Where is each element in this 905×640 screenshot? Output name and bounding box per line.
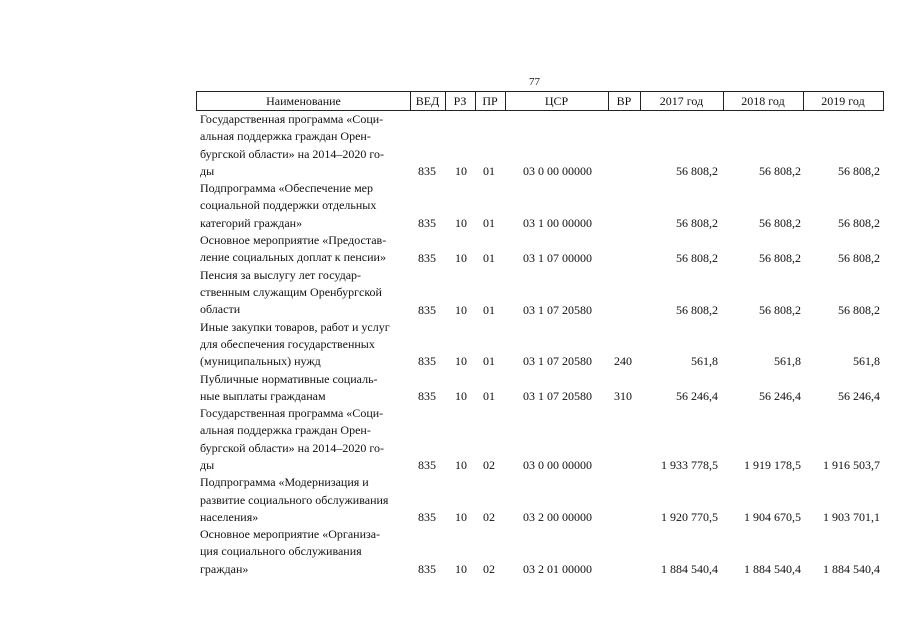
header-csr: ЦСР [544, 94, 569, 108]
row-name-line: ственным служащим Оренбургской [200, 284, 382, 299]
table-row [196, 267, 884, 319]
value-2019: 1 903 701,1 [823, 510, 880, 525]
csr-cell: 03 1 07 20580 [523, 302, 592, 317]
row-name [200, 405, 404, 474]
pr-cell: 02 [483, 458, 495, 473]
header-2018: 2018 год [741, 94, 785, 108]
row-name-line: Иные закупки товаров, работ и услуг [200, 319, 390, 334]
rz-cell: 10 [455, 389, 467, 404]
row-name-line: категорий граждан» [200, 215, 303, 230]
header-2019: 2019 год [821, 94, 865, 108]
value-2018: 1 884 540,4 [744, 562, 801, 577]
header-rz: РЗ [453, 94, 467, 108]
row-name [200, 111, 404, 180]
value-2018: 561,8 [774, 354, 801, 369]
ved-cell: 835 [418, 302, 436, 317]
rz-cell: 10 [455, 164, 467, 179]
header-name: Наименование [266, 94, 341, 108]
row-name [200, 232, 404, 267]
rz-cell: 10 [455, 354, 467, 369]
row-name-line: альная поддержка граждан Орен- [200, 423, 371, 438]
table-row [196, 474, 884, 526]
table-row [196, 180, 884, 232]
row-name-line: социальной поддержки отдельных [200, 198, 377, 213]
row-name-line: ные выплаты гражданам [200, 388, 326, 403]
table-row [196, 526, 884, 578]
row-name [200, 319, 404, 371]
table-header [196, 91, 884, 111]
value-2017: 1 933 778,5 [661, 458, 718, 473]
row-name-line: Подпрограмма «Модернизация и [200, 475, 369, 490]
csr-cell: 03 1 07 00000 [523, 250, 592, 265]
row-name-line: Основное мероприятие «Организа- [200, 527, 381, 542]
value-2019: 56 808,2 [838, 164, 880, 179]
value-2018: 1 919 178,5 [744, 458, 801, 473]
table-row [196, 405, 884, 474]
header-pr: ПР [482, 94, 498, 108]
vr-cell: 240 [614, 354, 632, 369]
csr-cell: 03 2 00 00000 [523, 510, 592, 525]
row-name-line: Подпрограмма «Обеспечение мер [200, 181, 373, 196]
value-2017: 56 808,2 [676, 216, 718, 231]
row-name [200, 526, 404, 578]
value-2019: 56 808,2 [838, 302, 880, 317]
rz-cell: 10 [455, 458, 467, 473]
budget-table [196, 91, 884, 577]
value-2017: 56 808,2 [676, 250, 718, 265]
row-name-line: бургской области» на 2014–2020 го- [200, 146, 385, 161]
value-2019: 1 884 540,4 [823, 562, 880, 577]
value-2018: 56 808,2 [759, 164, 801, 179]
row-name-line: Государственная программа «Соци- [200, 112, 384, 126]
ved-cell: 835 [418, 216, 436, 231]
row-name-line: Публичные нормативные социаль- [200, 371, 378, 386]
header-vr: ВР [616, 94, 632, 108]
vr-cell: 310 [614, 389, 632, 404]
ved-cell: 835 [418, 250, 436, 265]
rz-cell: 10 [455, 216, 467, 231]
pr-cell: 01 [483, 250, 495, 265]
row-name [200, 371, 404, 406]
row-name-line: области [200, 302, 241, 317]
row-name-line: ды [200, 163, 215, 178]
ved-cell: 835 [418, 562, 436, 577]
csr-cell: 03 1 07 20580 [523, 389, 592, 404]
row-name-line: ды [200, 457, 215, 472]
csr-cell: 03 0 00 00000 [523, 458, 592, 473]
ved-cell: 835 [418, 164, 436, 179]
row-name-line: альная поддержка граждан Орен- [200, 129, 371, 144]
row-name-line: населения» [200, 509, 259, 524]
value-2018: 56 808,2 [759, 216, 801, 231]
csr-cell: 03 1 00 00000 [523, 216, 592, 231]
ved-cell: 835 [418, 354, 436, 369]
row-name [200, 474, 404, 526]
row-name-line: Основное мероприятие «Предостав- [200, 233, 387, 248]
header-2017: 2017 год [659, 94, 704, 108]
row-name-line: Пенсия за выслугу лет государ- [200, 267, 362, 282]
value-2017: 56 808,2 [676, 302, 718, 317]
pr-cell: 01 [483, 302, 495, 317]
row-name-line: Государственная программа «Соци- [200, 406, 384, 421]
page-number: 77 [529, 76, 540, 88]
table-row [196, 319, 884, 371]
pr-cell: 01 [483, 389, 495, 404]
ved-cell: 835 [418, 510, 436, 525]
row-name-line: для обеспечения государственных [200, 336, 375, 351]
value-2019: 56 808,2 [838, 216, 880, 231]
value-2018: 56 808,2 [759, 302, 801, 317]
pr-cell: 01 [483, 354, 495, 369]
value-2018: 1 904 670,5 [744, 510, 801, 525]
row-name-line: развитие социального обслуживания [200, 492, 389, 507]
row-name [200, 180, 404, 232]
ved-cell: 835 [418, 458, 436, 473]
pr-cell: 02 [483, 562, 495, 577]
value-2018: 56 246,4 [759, 389, 801, 404]
value-2018: 56 808,2 [759, 250, 801, 265]
pr-cell: 01 [483, 216, 495, 231]
pr-cell: 02 [483, 510, 495, 525]
rz-cell: 10 [455, 510, 467, 525]
row-name-line: граждан» [200, 561, 249, 576]
ved-cell: 835 [418, 389, 436, 404]
value-2019: 1 916 503,7 [823, 458, 880, 473]
row-name-line: ция социального обслуживания [200, 544, 362, 559]
row-name-line: бургской области» на 2014–2020 го- [200, 440, 385, 455]
row-name-line: (муниципальных) нужд [200, 354, 321, 369]
row-name [200, 267, 404, 319]
rz-cell: 10 [455, 562, 467, 577]
rz-cell: 10 [455, 250, 467, 265]
row-name-line: ление социальных доплат к пенсии» [200, 250, 386, 265]
table-row [196, 371, 884, 406]
value-2017: 56 246,4 [676, 389, 718, 404]
csr-cell: 03 2 01 00000 [523, 562, 592, 577]
pr-cell: 01 [483, 164, 495, 179]
value-2019: 561,8 [853, 354, 880, 369]
header-ved: ВЕД [415, 94, 440, 108]
value-2019: 56 808,2 [838, 250, 880, 265]
value-2019: 56 246,4 [838, 389, 880, 404]
csr-cell: 03 0 00 00000 [523, 164, 592, 179]
csr-cell: 03 1 07 20580 [523, 354, 592, 369]
value-2017: 1 884 540,4 [661, 562, 718, 577]
table-row [196, 111, 884, 180]
value-2017: 56 808,2 [676, 164, 718, 179]
value-2017: 561,8 [691, 354, 718, 369]
table-row [196, 232, 884, 267]
value-2017: 1 920 770,5 [661, 510, 718, 525]
rz-cell: 10 [455, 302, 467, 317]
